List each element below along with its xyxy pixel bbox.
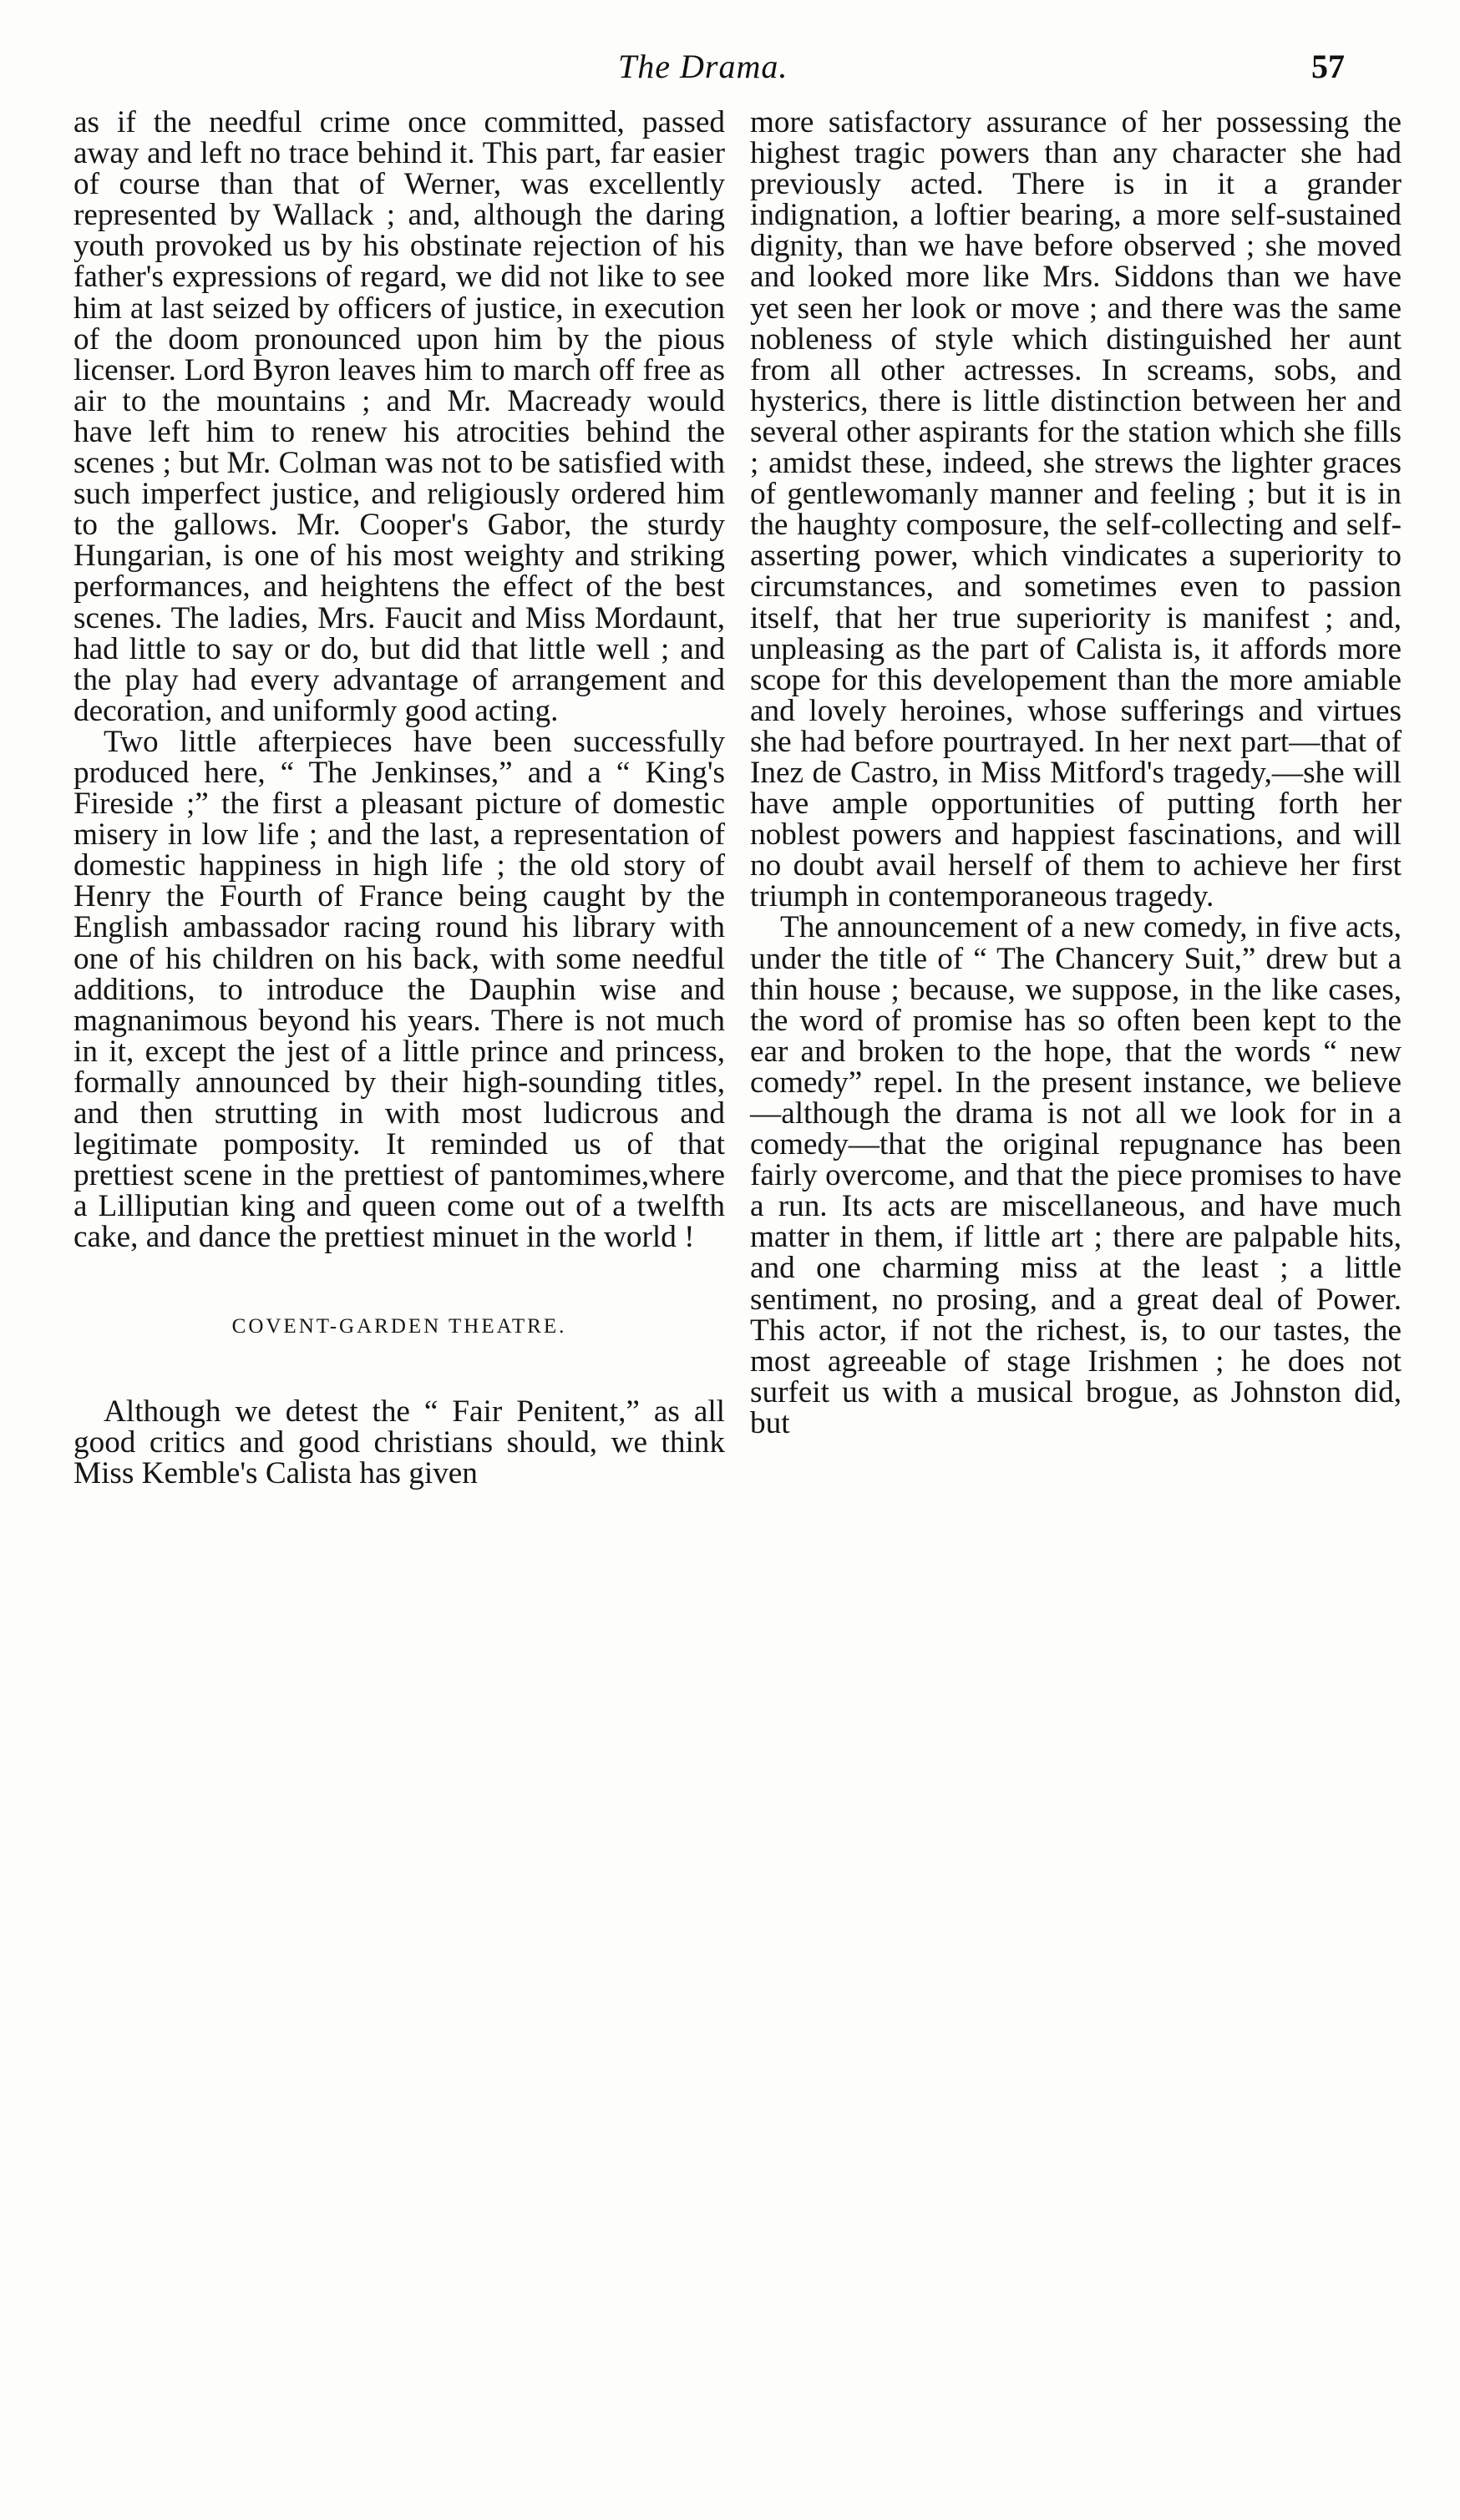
paragraph: The announcement of a new comedy, in five acts, under the title of “ The Chancery Suit,” drew but a thin house ; because, we suppose, in the like cases, the word of promise has so often been kept to the ear and broken to the hope, that the words “ new comedy” repel. In the present instance, we believe—although the drama is not all we look for in a comedy—that the original repugnance has been fairly overcome, and that the piece promises to have a run. Its acts are miscellaneous, and have much matter in them, if little art ; there are palpable hits, and one charming miss at the least ; a little sentiment, no prosing, and a great deal of Power. This actor, if not the richest, is, to our tastes, the most agreeable of stage Irishmen ; he does not surfeit us with a musical brogue, as Johnston did, but (750, 910, 1402, 1440)
section-heading: COVENT-GARDEN THEATRE. (231, 1315, 567, 1338)
right-column (750, 107, 1402, 1439)
page-number: 57 (1311, 48, 1345, 85)
left-column (74, 107, 725, 1489)
paragraph: Although we detest the “ Fair Penitent,” as all good critics and good christians should, we think Miss Kemble's Calista has given (74, 1394, 725, 1490)
paragraph: more satisfactory assurance of her possessing the highest tragic powers than any character she had previously acted. There is in it a grander indignation, a loftier bearing, a more self-sustained dignity, than we have before observed ; she moved and looked more like Mrs. Siddons than we have yet seen her look or move ; and there was the same nobleness of style which distinguished her aunt from all other actresses. In screams, sobs, and hysterics, there is little distinction between her and several other aspirants for the station which she fills ; amidst these, indeed, she strews the lighter graces of gentlewomanly manner and feeling ; but it is in the haughty composure, the self-collecting and self-asserting power, which vindicates a superiority to circumstances, and sometimes even to passion itself, that her true superiority is manifest ; and, unpleasing as the part of Calista is, it affords more scope for this developement than the more amiable and lovely heroines, whose sufferings and virtues she had before pourtrayed. In her next part—that of Inez de Castro, in Miss Mitford's tragedy,—she will have ample opportunities of putting forth her noblest powers and happiest fascinations, and will no doubt avail herself of them to achieve her first triumph in contemporaneous tragedy. (750, 105, 1402, 914)
paragraph: as if the needful crime once committed, passed away and left no trace behind it. This part, far easier of course than that of Werner, was excellently represented by Wallack ; and, although the daring youth provoked us by his obstinate rejection of his father's expressions of regard, we did not like to see him at last seized by officers of justice, in execution of the doom pronounced upon him by the pious licenser. Lord Byron leaves him to march off free as air to the mountains ; and Mr. Macready would have left him to renew his atrocities behind the scenes ; but Mr. Colman was not to be satisfied with such imperfect justice, and religiously ordered him to the gallows. Mr. Cooper's Gabor, the sturdy Hungarian, is one of his most weighty and striking performances, and heightens the effect of the best scenes. The ladies, Mrs. Faucit and Miss Mordaunt, had little to say or do, but did that little well ; and the play had every advantage of arrangement and decoration, and uniformly good acting. (74, 105, 725, 728)
running-header (0, 47, 1460, 97)
running-title: The Drama. (618, 48, 788, 85)
paragraph: Two little afterpieces have been successfully produced here, “ The Jenkinses,” and a “ King's Fireside ;” the first a pleasant picture of domestic misery in low life ; and the last, a representation of domestic happiness in high life ; the old story of Henry the Fourth of France being caught by the English ambassador racing round his library with one of his children on his back, with some needful additions, to introduce the Dauphin wise and magnanimous beyond his years. There is not much in it, except the jest of a little prince and princess, formally announced by their high-sounding titles, and then strutting in with most ludicrous and legitimate pomposity. It reminded us of that prettiest scene in the prettiest of pantomimes,where a Lilliputian king and queen come out of a twelfth cake, and dance the prettiest minuet in the world ! (74, 724, 725, 1255)
